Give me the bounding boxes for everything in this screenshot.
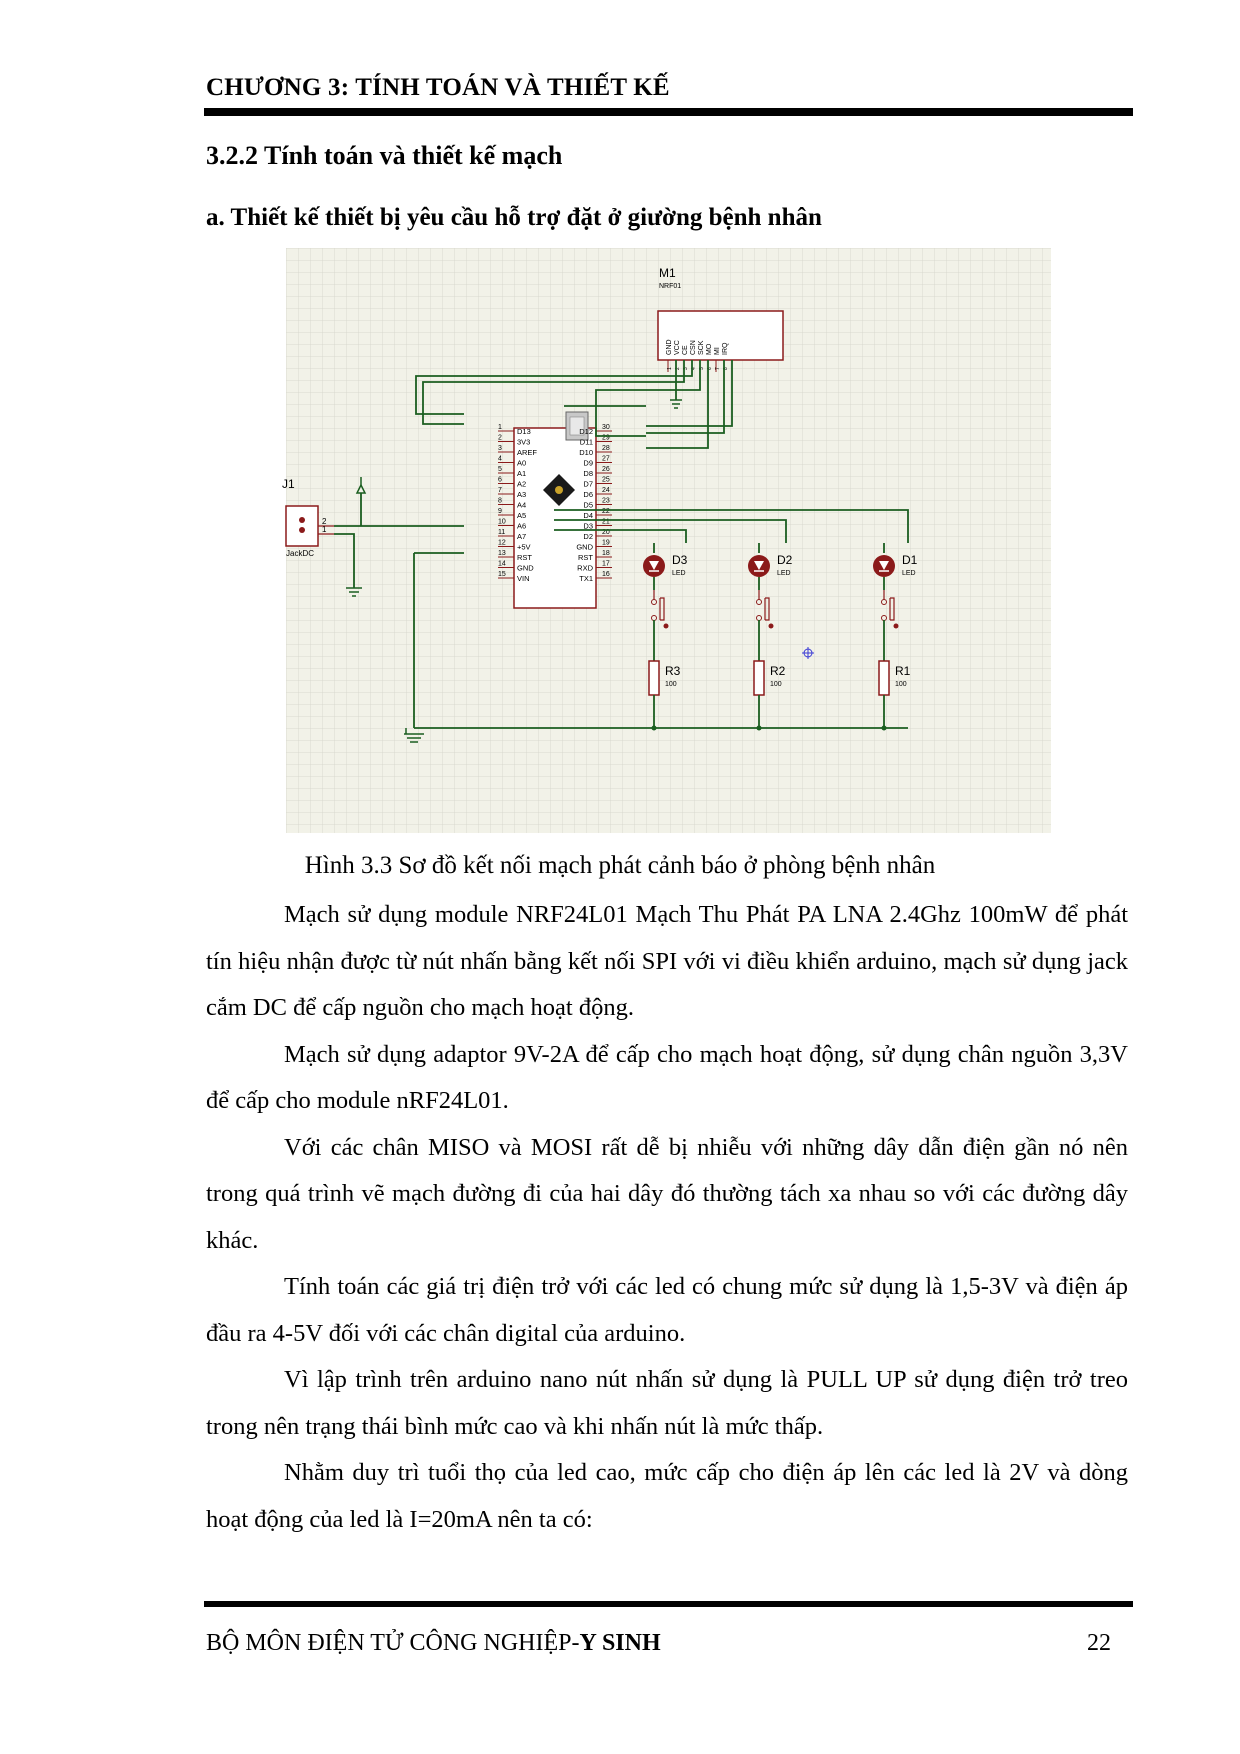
arduino-pin-number: 17 (602, 560, 610, 568)
arduino-pin-label: RXD (577, 563, 593, 573)
arduino-pin-number: 3 (498, 445, 502, 452)
arduino-pin-number: 27 (602, 455, 610, 463)
module-pin-label: MO (706, 343, 713, 355)
module-pin-number: 4 (691, 367, 697, 370)
arduino-pin-number: 25 (602, 476, 610, 484)
module-pin-number: 5 (699, 367, 705, 370)
paragraph: Mạch sử dụng module NRF24L01 Mạch Thu Phát PA LNA 2.4Ghz 100mW để phát tín hiệu nhận được từ nút nhấn bằng kết nối SPI với vi điều khiển arduino, mạch sử dụng jack cắm DC để cấp nguồn cho mạch hoạt động. (206, 901, 1128, 1021)
arduino-pin-label: A5 (517, 511, 527, 520)
arduino-pin-label: A2 (517, 479, 527, 489)
arduino-pin-number: 2 (498, 434, 502, 442)
module-pin-label: CE (682, 345, 689, 355)
arduino-pin-label: A7 (517, 532, 527, 541)
arduino-pin-number: 22 (602, 508, 610, 515)
module-pin-label: GND (666, 339, 673, 355)
arduino-pin-label: D12 (579, 427, 593, 436)
arduino-pin-label: +5V (517, 542, 531, 552)
module-pin-label: SCK (698, 340, 705, 355)
arduino-pin-label: D2 (583, 532, 593, 541)
arduino-pin-label: A3 (517, 490, 527, 499)
module-pin-number: 6 (707, 367, 713, 370)
arduino-pin-label: A1 (517, 469, 527, 478)
arduino-pin-label: AREF (517, 448, 538, 457)
arduino-pin-number: 19 (602, 539, 610, 547)
module-pin-label: IRQ (722, 342, 729, 355)
jack-dc (286, 506, 318, 546)
arduino-pin-number: 23 (602, 497, 610, 505)
arduino-pin-label: D9 (583, 458, 593, 468)
svg-text:1: 1 (322, 525, 327, 534)
module-part: NRF01 (659, 283, 682, 290)
led-part: LED (902, 570, 916, 577)
arduino-pin-number: 4 (498, 455, 502, 463)
arduino-pin-label: RST (517, 553, 532, 562)
arduino-pin-label: TX1 (579, 574, 593, 583)
module-pin-number: 8 (723, 367, 729, 370)
resistor-icon (649, 661, 659, 695)
led-ref: D3 (672, 553, 688, 567)
arduino-pin-label: D4 (583, 511, 593, 520)
arduino-pin-label: GND (576, 542, 593, 552)
arduino-pin-label: A0 (517, 458, 527, 468)
arduino-pin-label: D11 (579, 437, 593, 447)
module-pin-number: 1 (667, 367, 673, 370)
figure-caption: Hình 3.3 Sơ đồ kết nối mạch phát cảnh báo ở phòng bệnh nhân (304, 852, 936, 879)
arduino-pin-number: 26 (602, 466, 610, 473)
resistor-value: 100 (770, 681, 782, 688)
arduino-pin-label: A6 (517, 521, 527, 531)
arduino-pin-number: 16 (602, 571, 610, 578)
led-part: LED (777, 570, 791, 577)
subsection-title: a. Thiết kế thiết bị yêu cầu hỗ trợ đặt ở giường bệnh nhân (206, 204, 822, 231)
arduino-pin-label: D7 (583, 479, 593, 489)
module-pin-number: 7 (715, 367, 721, 370)
resistor-ref: R3 (665, 664, 681, 678)
arduino-pin-number: 7 (498, 487, 502, 494)
arduino-pin-label: D13 (517, 427, 531, 436)
arduino-pin-number: 9 (498, 508, 502, 515)
arduino-pin-number: 12 (498, 539, 506, 547)
circuit-schematic (282, 248, 1051, 833)
arduino-pin-label: D10 (579, 448, 593, 457)
paragraph: Mạch sử dụng adaptor 9V-2A để cấp cho mạch hoạt động, sử dụng chân nguồn 3,3V để cấp cho module nRF24L01. (206, 1040, 1128, 1114)
arduino-pin-number: 8 (498, 497, 502, 505)
arduino-pin-number: 1 (498, 424, 502, 431)
module-ref: M1 (659, 266, 676, 280)
arduino-pin-number: 6 (498, 476, 502, 484)
arduino-pin-label: VIN (517, 574, 530, 583)
arduino-pin-label: GND (517, 563, 534, 573)
arduino-pin-number: 11 (498, 529, 506, 536)
arduino-pin-number: 13 (498, 550, 506, 557)
resistor-icon (754, 661, 764, 695)
arduino-pin-number: 24 (602, 487, 610, 494)
module-pin-label: CSN (690, 340, 697, 355)
jack-part: JackDC (286, 549, 315, 558)
footer-divider (204, 1601, 1133, 1607)
arduino-pin-number: 10 (498, 518, 506, 526)
resistor-ref: R2 (770, 664, 786, 678)
paragraph: Với các chân MISO và MOSI rất dễ bị nhiễu với những dây dẫn điện gần nó nên trong quá trình vẽ mạch đường đi của hai dây đó thường tách xa nhau so với các đường dây khác. (206, 1133, 1128, 1254)
paragraph: Nhằm duy trì tuổi thọ của led cao, mức cấp cho điện áp lên các led là 2V và dòng hoạt động của led là I=20mA nên ta có: (206, 1459, 1128, 1533)
arduino-pin-label: A4 (517, 500, 527, 510)
arduino-pin-number: 14 (498, 560, 506, 568)
paragraph: Tính toán các giá trị điện trở với các led có chung mức sử dụng là 1,5-3V và điện áp đầu ra 4-5V đối với các chân digital của arduino. (206, 1273, 1128, 1347)
module-pin-number: 2 (675, 367, 681, 370)
arduino-pin-label: D8 (583, 469, 593, 478)
arduino-pin-label: RST (578, 553, 593, 562)
module-pin-number: 3 (683, 367, 689, 370)
module-pin-label: VCC (674, 340, 681, 355)
footer-department: BỘ MÔN ĐIỆN TỬ CÔNG NGHIỆP-Y SINH (206, 1630, 661, 1656)
resistor-icon (879, 661, 889, 695)
jack-ref: J1 (282, 477, 295, 491)
body-text (206, 892, 1128, 1543)
page-number: 22 (1087, 1630, 1111, 1656)
arduino-pin-number: 28 (602, 445, 610, 452)
arduino-pin-label: D6 (583, 490, 593, 499)
led-part: LED (672, 570, 686, 577)
arduino-pin-number: 18 (602, 550, 610, 557)
arduino-pin-label: 3V3 (517, 437, 531, 447)
resistor-ref: R1 (895, 664, 911, 678)
section-title: 3.2.2 Tính toán và thiết kế mạch (206, 141, 563, 170)
arduino-pin-number: 21 (602, 518, 610, 526)
arduino-pin-number: 30 (602, 424, 610, 431)
resistor-value: 100 (895, 681, 907, 688)
svg-text:2: 2 (322, 517, 327, 526)
arduino-pin-number: 15 (498, 571, 506, 578)
arduino-pin-number: 5 (498, 466, 502, 473)
led-ref: D1 (902, 553, 918, 567)
arduino-pin-label: D5 (583, 500, 593, 510)
paragraph: Vì lập trình trên arduino nano nút nhấn sử dụng là PULL UP sử dụng điện trở treo trong nên trạng thái bình mức cao và khi nhấn nút là mức thấp. (206, 1366, 1128, 1440)
led-ref: D2 (777, 553, 793, 567)
header-divider (204, 108, 1133, 116)
chapter-header: CHƯƠNG 3: TÍNH TOÁN VÀ THIẾT KẾ (206, 74, 670, 101)
resistor-value: 100 (665, 681, 677, 688)
arduino-pin-number: 20 (602, 529, 610, 536)
arduino-pin-label: D3 (583, 521, 593, 531)
arduino-pin-number: 29 (602, 434, 610, 442)
module-pin-label: MI (714, 347, 721, 355)
